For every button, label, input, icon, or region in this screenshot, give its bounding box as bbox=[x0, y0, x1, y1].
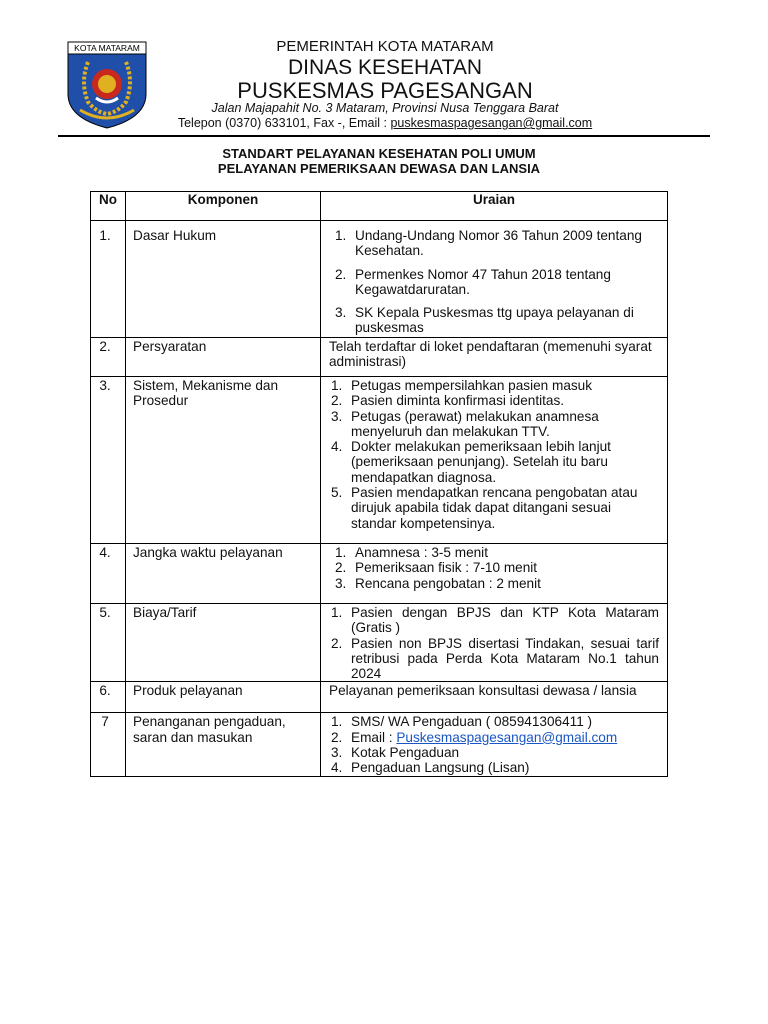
address: Jalan Majapahit No. 3 Mataram, Provinsi Nusa Tenggara Barat bbox=[211, 101, 559, 115]
table-row bbox=[91, 713, 668, 776]
agency-name: DINAS KESEHATAN bbox=[287, 56, 483, 79]
row-komponen: Persyaratan bbox=[126, 338, 321, 377]
contact-email: puskesmaspagesangan@gmail.com bbox=[390, 116, 593, 130]
list-item: 2. Pasien diminta konfirmasi identitas. bbox=[331, 393, 565, 409]
list-item: 5. Pasien mendapatkan rencana pengobatan atau dirujuk apabila tidak dapat ditangani sesuai standar kompetensinya. bbox=[331, 485, 638, 531]
list-item: 3. SK Kepala Puskesmas ttg upaya pelayanan di puskesmas bbox=[335, 305, 634, 336]
row-komponen: Jangka waktu pelayanan bbox=[126, 544, 321, 604]
table-row bbox=[91, 682, 668, 713]
institution-name: PUSKESMAS PAGESANGAN bbox=[237, 78, 533, 103]
list-item: 3. Rencana pengobatan : 2 menit bbox=[335, 575, 541, 591]
list-item: 3. Kotak Pengaduan bbox=[331, 745, 460, 761]
row-komponen: Sistem, Mekanisme dan Prosedur bbox=[126, 377, 321, 544]
government-name: PEMERINTAH KOTA MATARAM bbox=[276, 38, 494, 55]
row-uraian: Telah terdaftar di loket pendaftaran (memenuhi syarat administrasi) bbox=[321, 338, 668, 377]
service-standard-table bbox=[90, 191, 668, 777]
contact-phone-fax: Telepon (0370) 633101, Fax -, Email : bbox=[177, 116, 391, 130]
row-uraian bbox=[321, 544, 668, 604]
row-number: 7 bbox=[91, 713, 126, 776]
list-item: 2. Email : Puskesmaspagesangan@gmail.com bbox=[331, 729, 618, 745]
table-row bbox=[91, 377, 668, 544]
list-item: 4. Dokter melakukan pemeriksaan lebih lanjut (pemeriksaan penunjang). Setelah itu baru mendapatkan diagnosa. bbox=[331, 439, 611, 485]
list-item: 1. Pasien dengan BPJS dan KTP Kota Mataram (Gratis ) bbox=[331, 605, 659, 636]
row-uraian bbox=[321, 713, 668, 776]
list-item: 2. Permenkes Nomor 47 Tahun 2018 tentang Kegawatdaruratan. bbox=[335, 266, 611, 297]
table-row bbox=[91, 544, 668, 604]
row-number: 3. bbox=[91, 377, 126, 544]
row-uraian bbox=[321, 377, 668, 544]
row-komponen: Dasar Hukum bbox=[126, 221, 321, 338]
list-item: 1. Petugas mempersilahkan pasien masuk bbox=[331, 378, 593, 393]
document-subtitle: PELAYANAN PEMERIKSAAN DEWASA DAN LANSIA bbox=[217, 161, 541, 176]
header-uraian: Uraian bbox=[321, 192, 668, 221]
row-komponen: Biaya/Tarif bbox=[126, 604, 321, 682]
row-number: 6. bbox=[91, 682, 126, 713]
kota-mataram-logo bbox=[66, 40, 148, 130]
list-item: 2. Pemeriksaan fisik : 7-10 menit bbox=[335, 560, 538, 576]
row-uraian bbox=[321, 221, 668, 338]
contact-line bbox=[150, 116, 620, 130]
row-uraian: Pelayanan pemeriksaan konsultasi dewasa / lansia bbox=[321, 682, 668, 713]
document-title: STANDART PELAYANAN KESEHATAN POLI UMUM bbox=[222, 146, 536, 161]
svg-text:KOTA MATARAM: KOTA MATARAM bbox=[74, 43, 140, 53]
row-number: 5. bbox=[91, 604, 126, 682]
row-komponen: Produk pelayanan bbox=[126, 682, 321, 713]
row-number: 2. bbox=[91, 338, 126, 377]
list-item: 2. Pasien non BPJS disertasi Tindakan, sesuai tarif retribusi pada Perda Kota Mataram No.1 tahun 2024 bbox=[331, 635, 659, 682]
table-row bbox=[91, 221, 668, 338]
list-item: 1. Anamnesa : 3-5 menit bbox=[335, 545, 488, 560]
table-row bbox=[91, 338, 668, 377]
list-item: 3. Petugas (perawat) melakukan anamnesa menyeluruh dan melakukan TTV. bbox=[331, 408, 599, 439]
header-komponen: Komponen bbox=[126, 192, 321, 221]
table-header-row bbox=[91, 192, 668, 221]
list-item: 1. SMS/ WA Pengaduan ( 085941306411 ) bbox=[331, 714, 593, 730]
row-number: 1. bbox=[91, 221, 126, 338]
row-number: 4. bbox=[91, 544, 126, 604]
header-no: No bbox=[91, 192, 126, 221]
header-divider bbox=[58, 135, 710, 137]
row-uraian bbox=[321, 604, 668, 682]
list-item: 4. Pengaduan Langsung (Lisan) bbox=[331, 760, 530, 776]
list-item: 1. Undang-Undang Nomor 36 Tahun 2009 tentang Kesehatan. bbox=[335, 228, 642, 259]
row-komponen: Penanganan pengaduan, saran dan masukan bbox=[126, 713, 321, 776]
complaint-email-link[interactable]: Puskesmaspagesangan@gmail.com bbox=[396, 729, 618, 745]
table-row bbox=[91, 604, 668, 682]
